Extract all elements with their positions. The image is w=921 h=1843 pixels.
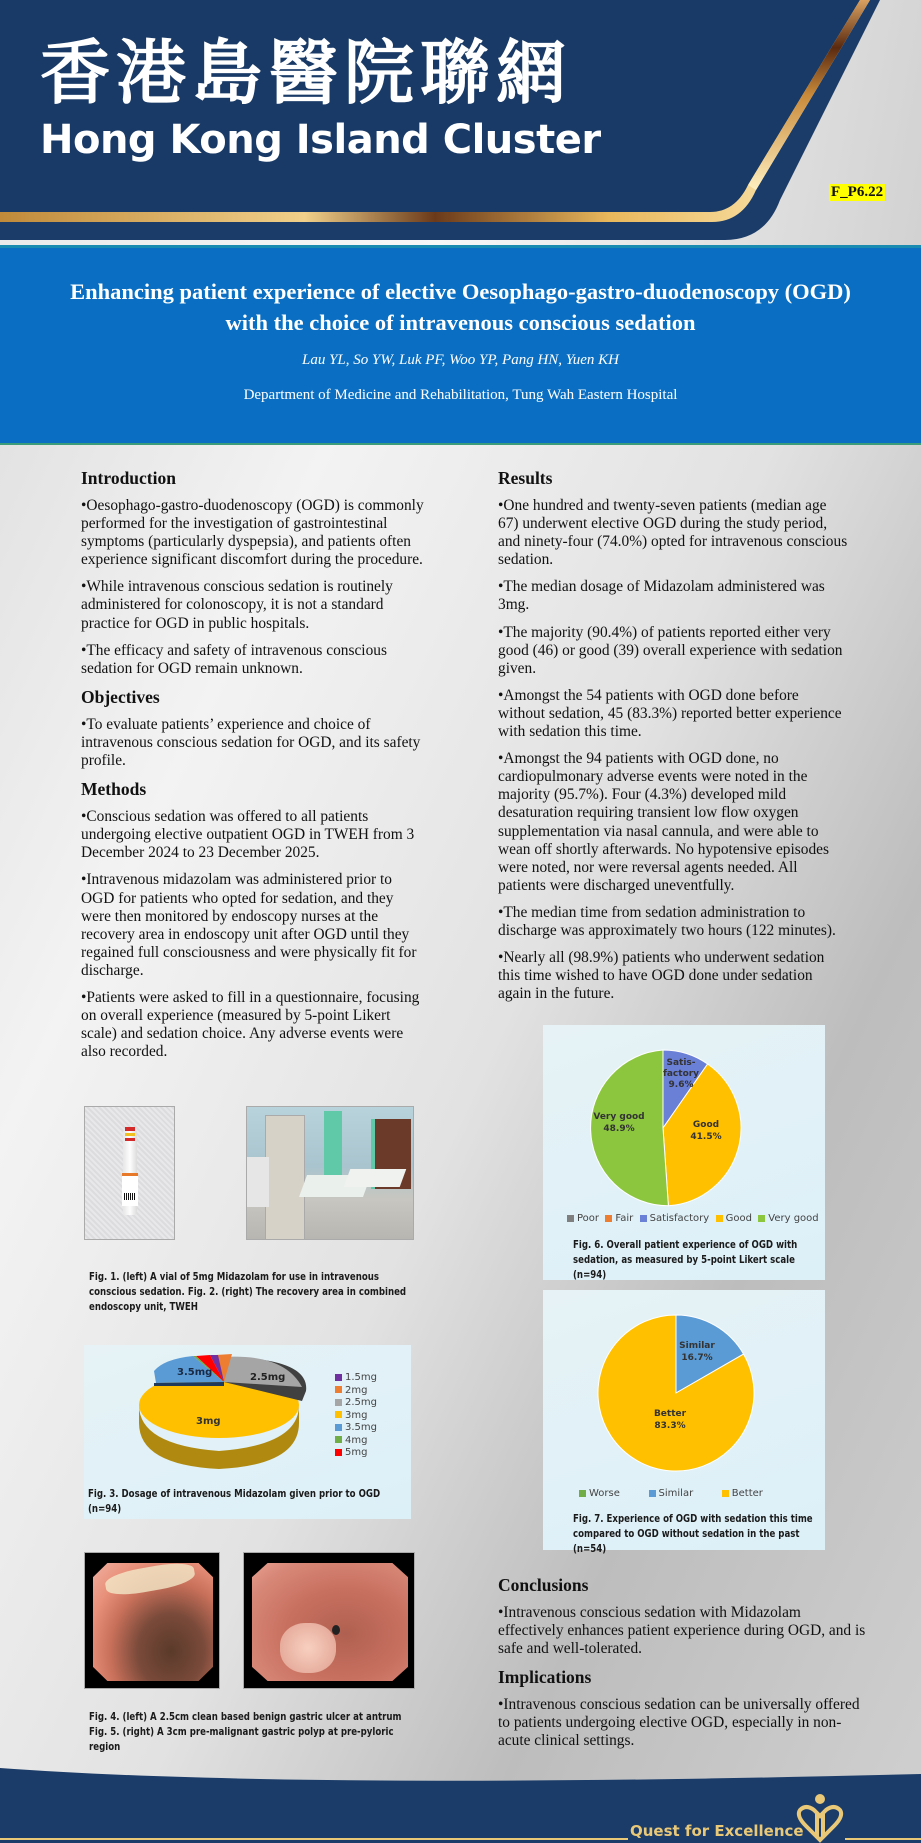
fig7-caption: Fig. 7. Experience of OGD with sedation this time compared to OGD without sedation in the past (n=54) xyxy=(573,1513,813,1555)
fig3-caption: Fig. 3. Dosage of intravenous Midazolam given prior to OGD (n=94) xyxy=(88,1488,381,1515)
label-3mg: 3mg xyxy=(196,1416,221,1427)
right-column xyxy=(498,468,848,1012)
svg-text:Good: Good xyxy=(692,1120,720,1130)
fig6-experience-chart xyxy=(543,1025,825,1280)
title-line-2: with the choice of intravenous conscious sedation xyxy=(225,310,696,335)
results-para: •Amongst the 94 patients with OGD done, no cardiopulmonary adverse events were noted in the majority (95.7%). Four (4.3%) developed mild desaturation requiring transient low flow oxygen supplementation via nasal cannula, and were able to wean off shortly afterwards. No hypotensive episodes were noted, nor were reversal agents needed. All patients were discharged uneventfully. xyxy=(498,750,829,894)
label-2-5mg: 2.5mg xyxy=(250,1372,286,1383)
methods-para: •Patients were asked to fill in a questionnaire, focusing on overall experience (measured by 5-point Likert scale) and sedation choice. Any adverse events were also recorded. xyxy=(81,988,420,1061)
introduction-para: •The efficacy and safety of intravenous conscious sedation for OGD remain unknown. xyxy=(81,641,387,677)
methods-heading: Methods xyxy=(81,779,147,800)
cluster-name-chinese: 香港島醫院聯網 xyxy=(40,32,572,114)
conclusions-para: •Intravenous conscious sedation with Midazolam effectively enhances patient experience during OGD, and is safe and well-tolerated. xyxy=(498,1604,866,1658)
title-line-1: Enhancing patient experience of elective Oesophago-gastro-duodenoscopy (OGD) xyxy=(70,279,851,304)
fig3-legend: 1.5mg 2mg 2.5mg 3mg 3.5mg 4mg 5mg xyxy=(335,1372,377,1460)
fig1-midazolam-vial-photo xyxy=(84,1106,175,1240)
results-para: •The majority (90.4%) of patients reported either very good (46) or good (39) overall experience with sedation given. xyxy=(498,623,843,677)
methods-para: •Intravenous midazolam was administered prior to OGD for patients who opted for sedation, and they were then monitored by endoscopy nurses at the recovery area in endoscopy unit after OGD until they regained full consciousness and were physically fit for discharge. xyxy=(81,871,417,979)
svg-text:Very good: Very good xyxy=(593,1112,645,1122)
introduction-para: •While intravenous conscious sedation is routinely administered for colonoscopy, it is not a standard practice for OGD in public hospitals. xyxy=(81,578,393,632)
svg-text:Better: Better xyxy=(653,1409,687,1419)
results-para: •One hundred and twenty-seven patients (median age 67) underwent elective OGD during the study period, and ninety-four (74.0%) opted for intravenous conscious sedation. xyxy=(498,497,848,569)
introduction-para: •Oesophago-gastro-duodenoscopy (OGD) is commonly performed for the investigation of gastrointestinal symptoms (particularly dyspepsia), and patients often experience significant discomfort during the procedure. xyxy=(81,497,424,569)
footer-slogan: Quest for Excellence xyxy=(630,1822,804,1840)
cluster-name-english: Hong Kong Island Cluster xyxy=(40,117,601,163)
results-para: •Nearly all (98.9%) patients who underwent sedation this time wished to have OGD done under sedation again in the future. xyxy=(498,949,825,1003)
fig7-legend: Worse Similar Better xyxy=(579,1488,763,1499)
svg-text:factory: factory xyxy=(662,1069,700,1079)
svg-text:41.5%: 41.5% xyxy=(690,1132,722,1142)
objectives-para: •To evaluate patients’ experience and choice of intravenous conscious sedation for OGD, and its safety profile. xyxy=(81,715,421,770)
fig2-recovery-area-photo xyxy=(246,1106,414,1240)
fig4-gastric-ulcer-photo xyxy=(84,1552,220,1689)
fig5-gastric-polyp-photo xyxy=(243,1552,415,1689)
svg-text:Similar: Similar xyxy=(679,1341,715,1351)
fig7-comparison-chart xyxy=(543,1290,825,1555)
poster-title xyxy=(0,276,921,338)
fig4-5-caption xyxy=(89,1710,409,1755)
left-column xyxy=(81,468,426,1070)
poster-code-badge: F_P6.22 xyxy=(831,184,884,200)
fig6-pie xyxy=(543,1025,825,1225)
methods-para: •Conscious sedation was offered to all patients undergoing elective outpatient OGD in TWEH from 3 December 2024 to 23 December 2025. xyxy=(81,808,415,862)
svg-text:Satis-: Satis- xyxy=(666,1058,696,1068)
results-para: •The median dosage of Midazolam administered was 3mg. xyxy=(498,578,825,614)
fig6-legend: Poor Fair Satisfactory Good Very good xyxy=(567,1213,819,1224)
implications-heading: Implications xyxy=(498,1667,592,1688)
fig4-caption: Fig. 4. (left) A 2.5cm clean based benign gastric ulcer at antrum xyxy=(89,1711,402,1723)
fig5-caption: Fig. 5. (right) A 3cm pre-malignant gastric polyp at pre-pyloric region xyxy=(89,1726,394,1753)
results-heading: Results xyxy=(498,468,553,488)
svg-text:9.6%: 9.6% xyxy=(668,1080,694,1090)
department: Department of Medicine and Rehabilitation, Tung Wah Eastern Hospital xyxy=(243,387,678,403)
svg-text:48.9%: 48.9% xyxy=(603,1124,635,1134)
implications-para: •Intravenous conscious sedation can be universally offered to patients undergoing elective OGD, especially in non-acute clinical settings. xyxy=(498,1696,860,1750)
fig7-pie xyxy=(543,1290,825,1490)
label-3-5mg: 3.5mg xyxy=(177,1367,213,1378)
fig3-dosage-chart xyxy=(84,1345,411,1519)
results-para: •The median time from sedation administration to discharge was approximately two hours (122 minutes). xyxy=(498,903,836,939)
svg-text:83.3%: 83.3% xyxy=(654,1421,686,1431)
fig1-2-caption: Fig. 1. (left) A vial of 5mg Midazolam for use in intravenous conscious sedation. Fig. 2. (right) The recovery area in combined endoscopy unit, TWEH xyxy=(89,1271,407,1313)
title-band xyxy=(0,245,921,445)
objectives-heading: Objectives xyxy=(81,686,160,707)
results-para: •Amongst the 54 patients with OGD done before without sedation, 45 (83.3%) reported better experience with sedation this time. xyxy=(498,686,842,741)
fig6-caption: Fig. 6. Overall patient experience of OGD with sedation, as measured by 5-point Likert scale (n=94) xyxy=(573,1239,798,1281)
authors: Lau YL, So YW, Luk PF, Woo YP, Pang HN, Yuen KH xyxy=(301,352,620,368)
conclusions-section xyxy=(498,1575,868,1760)
conclusions-heading: Conclusions xyxy=(498,1575,589,1595)
svg-text:16.7%: 16.7% xyxy=(681,1353,713,1363)
header-banner xyxy=(0,0,921,245)
introduction-heading: Introduction xyxy=(81,468,176,488)
